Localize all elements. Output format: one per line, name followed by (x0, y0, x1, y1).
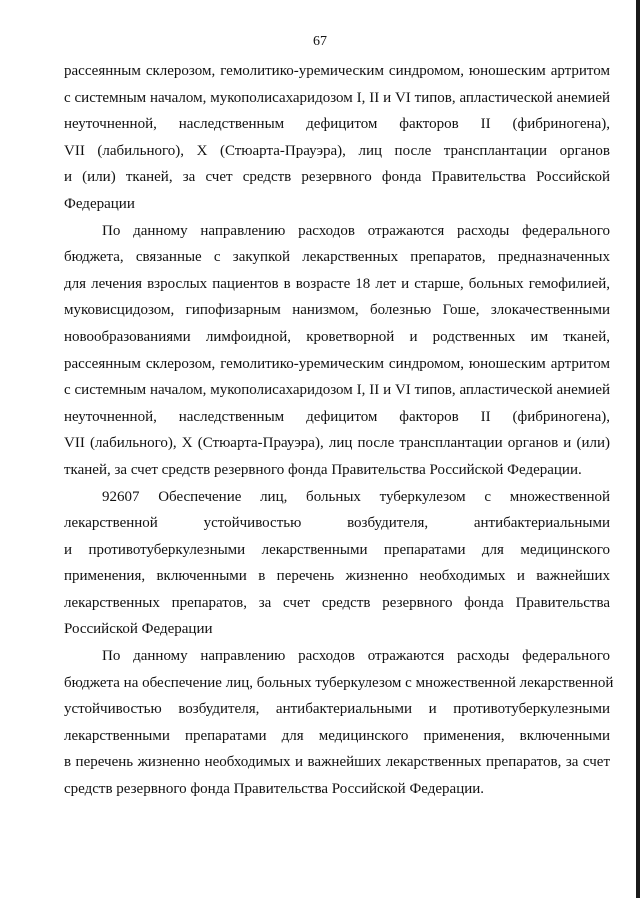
paragraph-expenses-tuberculosis (64, 643, 614, 803)
text-line: По данному направлению расходов отражаются расходы федерального (102, 648, 610, 665)
text-line: с системным началом, мукополисахаридозом I, II и VI типов, апластической анемией (64, 89, 610, 106)
text-line: лекарственной устойчивостью возбудителя, антибактериальными (64, 515, 610, 532)
text-line: бюджета, связанные с закупкой лекарственных препаратов, предназначенных (64, 249, 610, 266)
document-body (64, 58, 614, 803)
text-line: Федерации (64, 195, 135, 212)
text-line: Российской Федерации (64, 621, 213, 638)
text-line: применения, включенными в перечень жизненно необходимых и важнейших (64, 568, 610, 585)
page-border (636, 0, 640, 898)
paragraph-continuation (64, 58, 610, 218)
text-line: устойчивостью возбудителя, антибактериальными и противотуберкулезными (64, 701, 610, 718)
text-line: с системным началом, мукополисахаридозом I, II и VI типов, апластической анемией (64, 382, 610, 399)
text-line: неуточненной, наследственным дефицитом факторов II (фибриногена), (64, 116, 610, 133)
text-line: тканей, за счет средств резервного фонда Правительства Российской Федерации. (64, 461, 582, 478)
text-line: VII (лабильного), X (Стюарта-Прауэра), лиц после трансплантации органов и (или) (64, 435, 610, 452)
text-line: для лечения взрослых пациентов в возрасте 18 лет и старше, больных гемофилией, (64, 275, 610, 292)
text-line: рассеянным склерозом, гемолитико-уремическим синдромом, юношеским артритом (64, 355, 610, 372)
text-line: средств резервного фонда Правительства Российской Федерации. (64, 781, 485, 798)
text-line: По данному направлению расходов отражаются расходы федерального (102, 222, 610, 239)
paragraph-expenses-hemophilia (64, 218, 610, 484)
text-line: неуточненной, наследственным дефицитом факторов II (фибриногена), (64, 408, 610, 425)
text-line: в перечень жизненно необходимых и важнейших лекарственных препаратов, за счет (64, 754, 610, 771)
text-line: VII (лабильного), X (Стюарта-Прауэра), лиц после трансплантации органов (64, 142, 610, 159)
text-line: бюджета на обеспечение лиц, больных туберкулезом с множественной лекарственной (64, 674, 614, 691)
text-line: и противотуберкулезными лекарственными препаратами для медицинского (64, 541, 610, 558)
text-line: лекарственных препаратов, за счет средств резервного фонда Правительства (64, 594, 610, 611)
text-line: и (или) тканей, за счет средств резервного фонда Правительства Российской (64, 169, 610, 186)
text-line: 92607 Обеспечение лиц, больных туберкулезом с множественной (102, 488, 610, 505)
paragraph-code-92607 (64, 484, 610, 644)
text-line: лекарственными препаратами для медицинского применения, включенными (64, 727, 610, 744)
text-line: новообразованиями лимфоидной, кроветворной и родственных им тканей, (64, 328, 610, 345)
page-number: 67 (313, 34, 327, 49)
text-line: муковисцидозом, гипофизарным нанизмом, болезнью Гоше, злокачественными (64, 302, 610, 319)
text-line: рассеянным склерозом, гемолитико-уремическим синдромом, юношеским артритом (64, 63, 610, 79)
